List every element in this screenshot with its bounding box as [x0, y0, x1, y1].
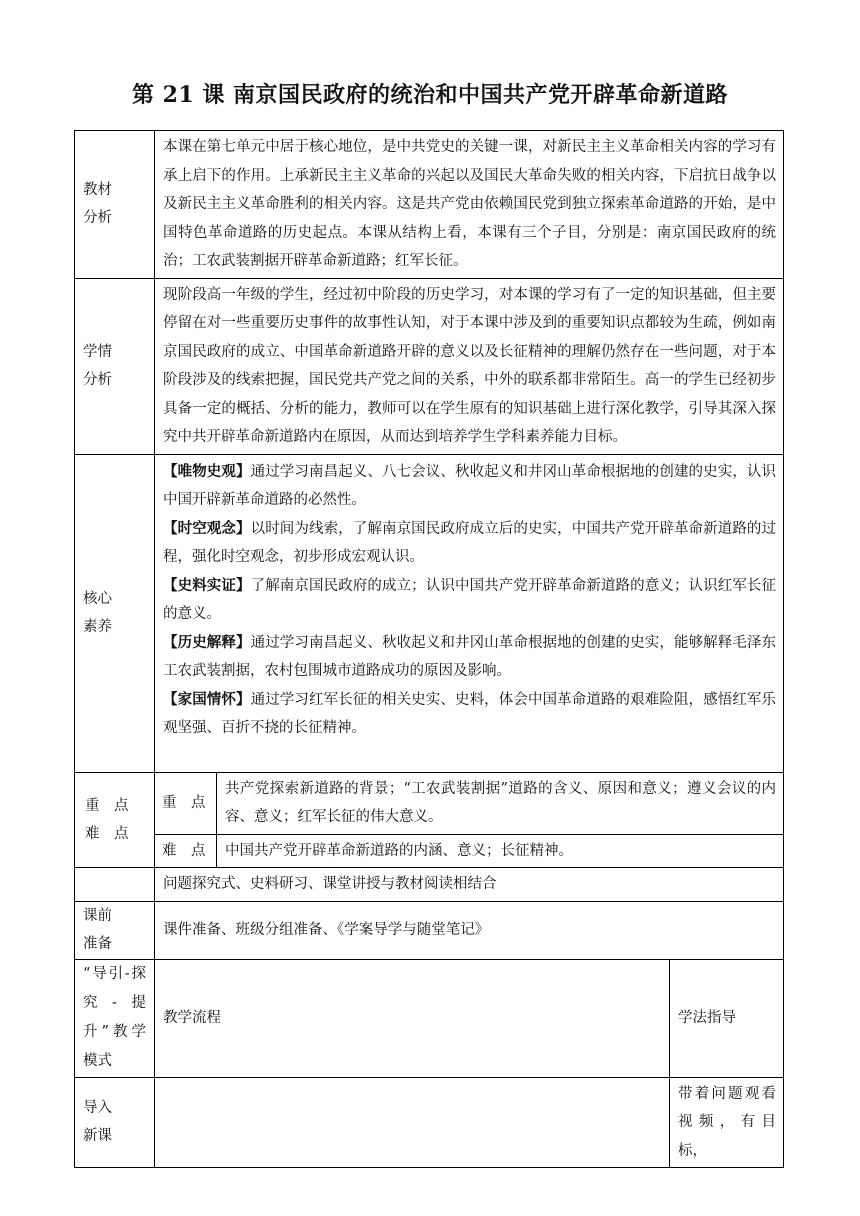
core-item-tag: 【历史解释】 [163, 633, 251, 651]
label-line: 难 点 [85, 825, 129, 842]
label-line: 分析 [83, 210, 112, 227]
intro-label [75, 1077, 155, 1168]
core-literacy-content [155, 454, 784, 772]
core-item-text: 通过学习南昌起义、八七会议、秋收起义和井冈山革命根据地的创建的史实，认识中国开辟新革命道路的必然性。 [163, 463, 777, 508]
core-literacy-label [75, 454, 155, 772]
label-line: 学情 [83, 344, 112, 360]
difficult-point-label: 难 点 [155, 834, 217, 868]
core-item-tag: 【家国情怀】 [163, 690, 251, 708]
lesson-plan-table [74, 130, 784, 1168]
key-point-label: 重 点 [155, 772, 217, 834]
textbook-analysis-content: 本课在第七单元中居于核心地位，是中共党史的关键一课，对新民主主义革命相关内容的学习有承上启下的作用。上承新民主主义革命的兴起以及国民大革命失败的相关内容，下启抗日战争以及新民主主义革命胜利的相关内容。这是共产党由依赖国民党到独立探索革命道路的开始，是中国特色革命道路的历史起点。本课从结构上看，本课有三个子目，分别是：南京国民政府的统治；工农武装割据开辟革命新道路；红军长征。 [155, 131, 784, 279]
core-item [163, 572, 776, 629]
teaching-method-label [75, 868, 155, 902]
core-item-tag: 【唯物史观】 [163, 462, 251, 480]
core-item [163, 458, 776, 515]
intro-flow-content [155, 1077, 670, 1168]
core-item-text: 以时间为线索，了解南京国民政府成立后的史实，中国共产党开辟革命新道路的过程，强化时空观念，初步形成宏观认识。 [163, 520, 777, 565]
core-item-text: 了解南京国民政府的成立；认识中国共产党开辟革命新道路的意义；认识红军长征的意义。 [163, 577, 777, 622]
preparation-content: 课件准备、班级分组准备、《学案导学与随堂笔记》 [155, 901, 784, 959]
row-textbook-analysis [75, 131, 784, 279]
core-item [163, 629, 776, 686]
difficult-point-content: 中国共产党开辟革命新道路的内涵、意义；长征精神。 [217, 834, 784, 868]
preparation-label [75, 901, 155, 959]
core-item-tag: 【史料实证】 [163, 576, 251, 594]
core-item [163, 515, 776, 572]
label-line: 核心 [83, 591, 112, 607]
row-key-point [75, 772, 784, 834]
page-title: 第 21 课 南京国民政府的统治和中国共产党开辟革命新道路 [131, 82, 729, 108]
label-line: 新课 [83, 1128, 112, 1145]
study-guide-header: 学法指导 [670, 959, 784, 1077]
row-teaching-mode [75, 959, 784, 1077]
label-line: 重 点 [85, 797, 129, 814]
row-intro [75, 1077, 784, 1168]
teaching-flow-header: 教学流程 [155, 959, 670, 1077]
core-item-tag: 【时空观念】 [163, 519, 251, 537]
key-difficult-label [75, 772, 155, 868]
label-line: 教材 [83, 182, 112, 199]
label-line: 课前 [83, 908, 112, 924]
row-student-analysis [75, 278, 784, 454]
label-line: 准备 [83, 936, 112, 952]
teaching-method-content: 问题探究式、史料研习、课堂讲授与教材阅读相结合 [155, 868, 784, 902]
core-item [163, 686, 776, 743]
student-analysis-content: 现阶段高一年级的学生，经过初中阶段的历史学习，对本课的学习有了一定的知识基础，但主要停留在对一些重要历史事件的故事性认知，对于本课中涉及到的重要知识点都较为生疏，例如南京国民政府的成立、中国革命新道路开辟的意义以及长征精神的理解仍然存在一些问题，对于本阶段涉及的线索把握，国民党共产党之间的关系，中外的联系都非常陌生。高一的学生已经初步具备一定的概括、分析的能力，教师可以在学生原有的知识基础上进行深化教学，引导其深入探究中共开辟革命新道路内在原因，从而达到培养学生学科素养能力目标。 [155, 278, 784, 454]
label-line: 导入 [83, 1100, 112, 1117]
core-item-text: 通过学习南昌起义、秋收起义和井冈山革命根据地的创建的史实，能够解释毛泽东工农武装割据，农村包围城市道路成功的原因及影响。 [163, 634, 777, 679]
intro-guide-content: 带着问题观看视频，有目标， [670, 1077, 784, 1168]
core-item-text: 通过学习红军长征的相关史实、史料，体会中国革命道路的艰难险阻，感悟红军乐观坚强、百折不挠的长征精神。 [163, 691, 777, 736]
row-teaching-method [75, 868, 784, 902]
key-point-content: 共产党探索新道路的背景；“工农武装割据”道路的含义、原因和意义；遵义会议的内容、意义；红军长征的伟大意义。 [217, 772, 784, 834]
student-analysis-label [75, 278, 155, 454]
row-preparation [75, 901, 784, 959]
teaching-mode-label: “导引-探究-提升”教学模式 [75, 959, 155, 1077]
textbook-analysis-label [75, 131, 155, 279]
row-core-literacy [75, 454, 784, 772]
row-difficult-point [75, 834, 784, 868]
label-line: 分析 [83, 372, 112, 388]
label-line: 素养 [83, 619, 112, 635]
